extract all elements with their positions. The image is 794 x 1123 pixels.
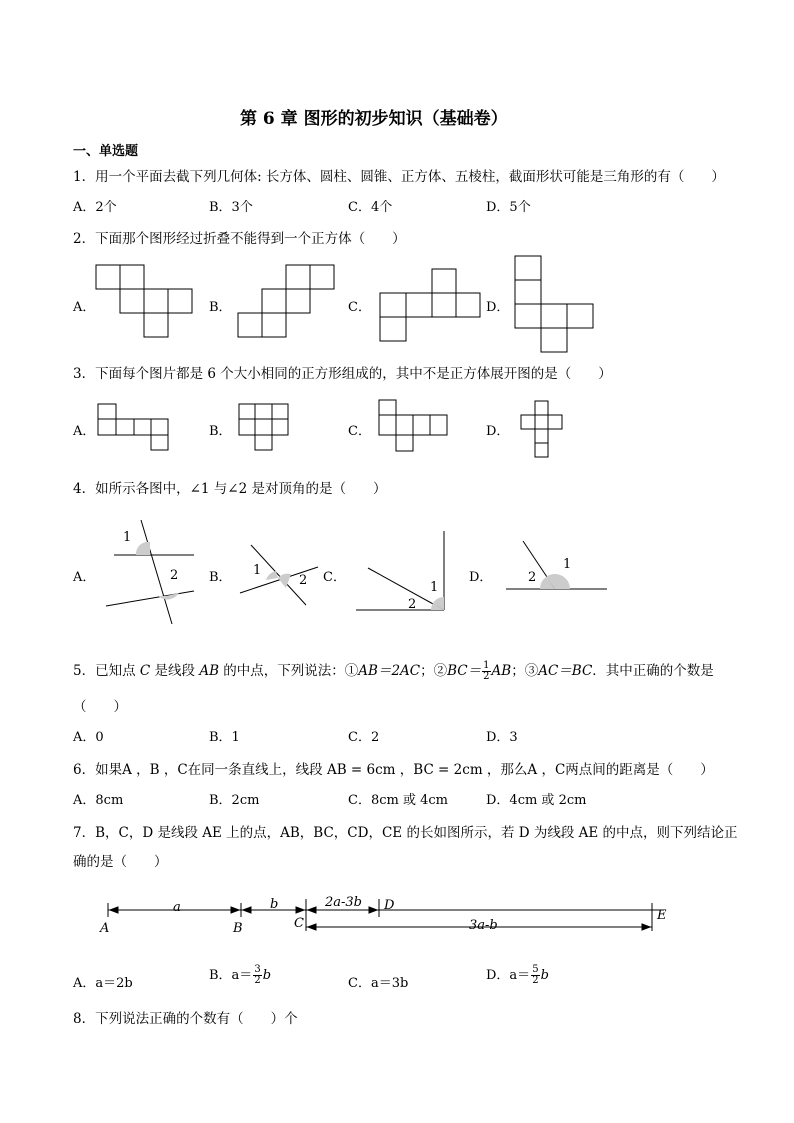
- q4a-angle-1-label: 1: [123, 530, 132, 545]
- q5-option-b: B．1: [209, 730, 240, 745]
- q7-point-e: E: [657, 908, 667, 923]
- q5-option-d: D．3: [486, 730, 518, 745]
- q3-label-a: A．: [73, 424, 96, 439]
- q4d-angle-1-label: 1: [563, 557, 572, 572]
- q3-net-a: [98, 404, 168, 450]
- q7-seg-a-label: a: [173, 900, 181, 915]
- question-6-text: 6．如果A ，B ，C在同一条直线上，线段 AB = 6cm ，BC = 2cm ，那么A ，C两点间的距离是（ ）: [73, 762, 714, 778]
- question-1-text: 1．用一个平面去截下列几何体: 长方体、圆柱、圆锥、正方体、五棱柱，截面形状可能是三角形的有（ ）: [73, 169, 725, 185]
- q4-label-c: C．: [323, 570, 346, 585]
- q7-seg-cd-label: 2a-3b: [325, 895, 363, 910]
- q2-net-d: [515, 256, 593, 352]
- q3-net-d: [521, 401, 562, 457]
- q7-option-b: B．a＝ $\frac{3}{2}$ b: [209, 964, 272, 986]
- q6-option-d: D．4cm 或 2cm: [486, 793, 587, 808]
- q2-label-a: A．: [73, 300, 96, 315]
- q6-option-c: C．8cm 或 4cm: [348, 793, 448, 808]
- q1-option-b: B．3个: [209, 200, 253, 215]
- q2-net-c: [380, 269, 480, 341]
- q7-seg-b-label: b: [270, 897, 279, 912]
- q2-label-d: D．: [486, 300, 510, 315]
- q4c-angle-1-label: 1: [430, 580, 439, 595]
- q1-option-c: C．4个: [348, 200, 393, 215]
- q2-label-b: B．: [209, 300, 232, 315]
- q4c-angle-2-label: 2: [408, 597, 417, 612]
- question-8-text: 8．下列说法正确的个数有（ ）个: [73, 1011, 298, 1027]
- q3-label-b: B．: [209, 424, 232, 439]
- q1-option-a: A．2个: [73, 200, 117, 215]
- q2-net-b: [238, 265, 334, 337]
- q7-seg-ce-label: 3a-b: [469, 918, 498, 933]
- q4-figure-a: [106, 520, 194, 624]
- question-4-text: 4．如所示各图中，∠1 与∠2 是对顶角的是（ ）: [73, 481, 387, 497]
- q4-label-b: B．: [209, 570, 232, 585]
- q6-option-a: A．8cm: [73, 793, 124, 808]
- q7-point-d: D: [384, 898, 395, 913]
- question-5-text: 5．已知点 C 是线段 AB 的中点，下列说法：①AB＝2AC；②BC＝ $\frac{1}{2}$ AB；③AC＝BC．其中正确的个数是: [73, 660, 714, 682]
- q4-figure-d: [506, 541, 607, 589]
- q7-point-b: B: [233, 921, 243, 936]
- q3-label-d: D．: [486, 424, 510, 439]
- question-7-line-1: 7．B，C，D 是线段 AE 上的点，AB，BC，CD，CE 的长如图所示，若 D 为线段 AE 的中点，则下列结论正: [73, 825, 738, 841]
- q3-label-c: C．: [348, 424, 371, 439]
- q3-net-c: [379, 400, 447, 451]
- q5-option-a: A．0: [73, 730, 104, 745]
- q7-option-d: D．a＝ $\frac{5}{2}$ b: [486, 964, 549, 986]
- q4-label-a: A．: [73, 570, 96, 585]
- q5-answer-paren: （ ）: [73, 699, 127, 715]
- q7-option-c: C．a＝3b: [348, 976, 409, 991]
- question-2-text: 2．下面那个图形经过折叠不能得到一个正方体（ ）: [73, 231, 406, 247]
- q4b-angle-1-label: 1: [253, 563, 262, 578]
- page-title: 第 6 章 图形的初步知识（基础卷）: [240, 109, 508, 129]
- question-7-line-2: 确的是（ ）: [73, 854, 168, 870]
- q4d-angle-2-label: 2: [528, 570, 537, 585]
- question-3-text: 3．下面每个图片都是 6 个大小相同的正方形组成的，其中不是正方体展开图的是（ ）: [73, 366, 612, 382]
- q5-option-c: C．2: [348, 730, 380, 745]
- q1-option-d: D．5个: [486, 200, 531, 215]
- q2-label-c: C．: [348, 300, 371, 315]
- q4b-angle-2-label: 2: [299, 573, 308, 588]
- q3-net-b: [239, 404, 288, 450]
- section-heading: 一、单选题: [73, 144, 139, 159]
- q6-option-b: B．2cm: [209, 793, 260, 808]
- q7-option-a: A．a＝2b: [73, 976, 133, 991]
- q7-point-c: C: [294, 916, 304, 931]
- q4-label-d: D．: [469, 570, 493, 585]
- q7-point-a: A: [100, 921, 110, 936]
- q2-net-a: [96, 265, 192, 337]
- q4-figure-c: [356, 531, 444, 610]
- q4a-angle-2-label: 2: [170, 568, 179, 583]
